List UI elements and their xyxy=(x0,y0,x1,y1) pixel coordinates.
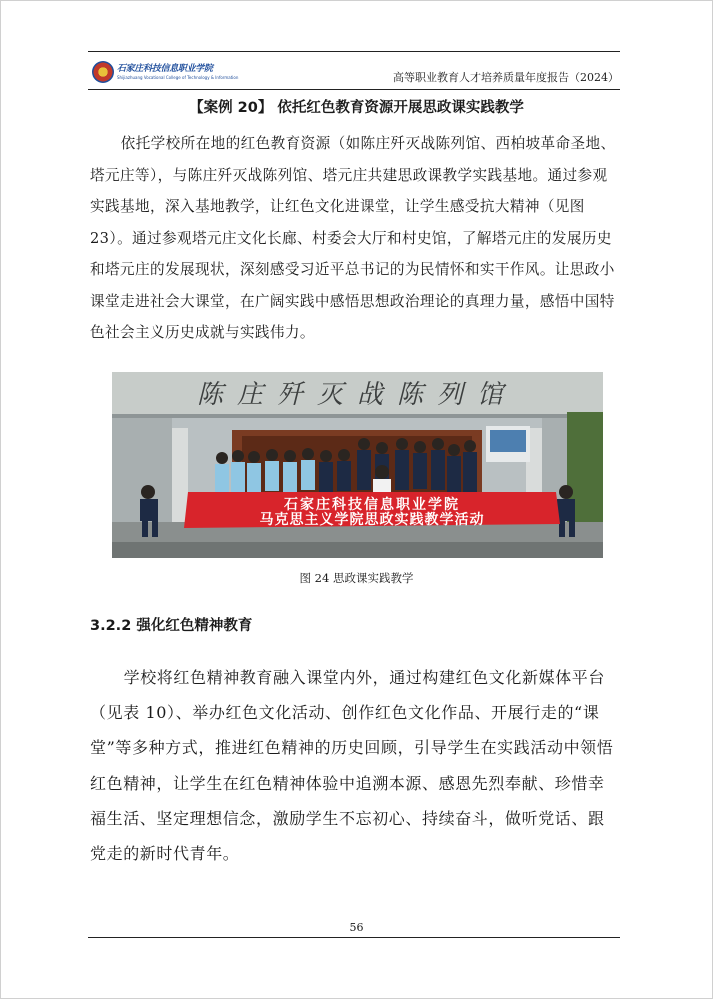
header-rule-top xyxy=(88,51,620,52)
college-logo xyxy=(92,60,239,84)
section-title: 3.2.2 强化红色精神教育 xyxy=(90,618,253,634)
footer-rule xyxy=(88,937,620,938)
logo-en: Shijiazhuang Vocational College of Technology & Information xyxy=(117,74,239,80)
case-paragraph: 依托学校所在地的红色教育资源（如陈庄歼灭战陈列馆、西柏坡革命圣地、塔元庄等），与陈庄歼灭战陈列馆、塔元庄共建思政课教学实践基地。通过参观实践基地，深入基地教学，让红色文化进课堂，让学生感受抗大精神（见图 23）。通过参观塔元庄文化长廊、村委会大厅和村史馆，了解塔元庄的发展历史和塔元庄的发展现状，深刻感受习近平总书记的为民情怀和实干作风。让思政小课堂走进社会大课堂，在广阔实践中感悟思想政治理论的真理力量，感悟中国特色社会主义历史成就与实践伟力。 xyxy=(90,135,616,341)
group-photo-illustration xyxy=(112,372,603,558)
page-number: 56 xyxy=(349,921,364,934)
banner-line-2: 马克思主义学院思政实践教学活动 xyxy=(259,512,485,528)
banner-line-1: 石家庄科技信息职业学院 xyxy=(284,497,460,513)
section-paragraph: 学校将红色精神教育融入课堂内外，通过构建红色文化新媒体平台（见表 10）、举办红色文化活动、创作红色文化作品、开展行走的“课堂”等多种方式，推进红色精神的历史回顾，引导学生在实践活动中领悟红色精神，让学生在红色精神体验中追溯本源、感恩先烈奉献、珍惜幸福生活、坚定理想信念，激励学生不忘初心、持续奋斗，做听党话、跟党走的新时代青年。 xyxy=(90,668,614,864)
logo-cn: 石家庄科技信息职业学院 xyxy=(117,63,213,74)
figure-caption: 图 24 思政课实践教学 xyxy=(299,571,414,585)
logo-text xyxy=(117,64,238,81)
group-photo xyxy=(112,372,603,558)
activity-banner xyxy=(184,492,560,528)
case-title: 【案例 20】 依托红色教育资源开展思政课实践教学 xyxy=(189,100,524,116)
college-seal-icon xyxy=(92,61,114,83)
building-sign: 陈庄歼灭战陈列馆 xyxy=(196,380,518,410)
report-title: 高等职业教育人才培养质量年度报告（2024） xyxy=(393,71,619,84)
header-rule-bottom xyxy=(88,89,620,90)
